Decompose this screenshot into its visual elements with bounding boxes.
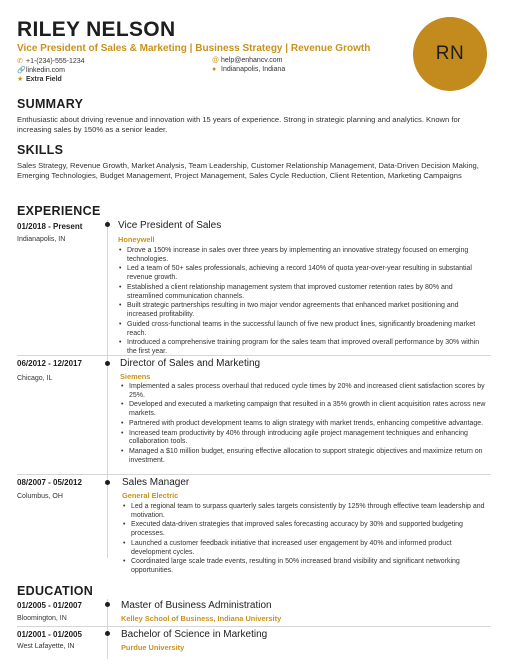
timeline-dot bbox=[105, 222, 110, 227]
job-bullet: • Drove a 150% increase in sales over three years by implementing an innovative strategy focused on emerging technologies. bbox=[118, 247, 486, 264]
email-text[interactable]: help@enhancv.com bbox=[221, 57, 283, 64]
star-icon: ★ bbox=[17, 76, 24, 83]
timeline-dot bbox=[105, 361, 110, 366]
initials-avatar: RN bbox=[413, 17, 487, 91]
job-bullet: • Led a regional team to surpass quarterly sales targets consistently by 125% through effective team leadership and motivation. bbox=[122, 503, 490, 520]
job-bullets bbox=[118, 247, 486, 358]
edu-location: West Lafayette, IN bbox=[17, 643, 75, 650]
education-timeline bbox=[107, 599, 108, 659]
job-company: General Electric bbox=[122, 491, 179, 500]
contact-location bbox=[212, 66, 285, 73]
job-bullet: • Partnered with product development teams to align strategy with market trends, enhancing competitive advantage. bbox=[120, 420, 488, 429]
contact-extra bbox=[17, 75, 62, 83]
job-bullet: • Developed and executed a marketing campaign that resulted in a 35% growth in client acquisition rates across new markets. bbox=[120, 401, 488, 418]
job-bullet: • Built strategic partnerships resulting in two major vendor agreements that enhanced market positioning and increased profitability. bbox=[118, 302, 486, 319]
linkedin-text[interactable]: linkedin.com bbox=[26, 66, 65, 74]
skills-title: SKILLS bbox=[17, 143, 64, 157]
job-role: Vice President of Sales bbox=[118, 220, 222, 231]
job-role: Director of Sales and Marketing bbox=[120, 358, 261, 369]
education-title: EDUCATION bbox=[17, 584, 94, 598]
edu-degree: Bachelor of Science in Marketing bbox=[121, 629, 268, 640]
job-divider bbox=[17, 355, 491, 356]
job-company: Siemens bbox=[120, 372, 151, 381]
job-bullets bbox=[122, 503, 490, 577]
edu-dates: 01/2001 - 01/2005 bbox=[17, 630, 82, 639]
job-dates: 01/2018 - Present bbox=[17, 222, 83, 231]
job-bullet: • Managed a $10 million budget, ensuring effective allocation to support strategic objectives and maximize return on investment. bbox=[120, 448, 488, 465]
at-icon: @ bbox=[212, 57, 220, 64]
phone-text: +1-(234)-555-1234 bbox=[26, 57, 85, 65]
headline: Vice President of Sales & Marketing | Business Strategy | Revenue Growth bbox=[17, 43, 371, 54]
job-bullet: • Coordinated large scale trade events, resulting in 50% increased brand visibility and significant networking opportunities. bbox=[122, 558, 490, 575]
job-bullet: • Led a team of 50+ sales professionals, achieving a record 140% of quota year-over-year resulting in substantial revenue growth. bbox=[118, 265, 486, 282]
job-bullet: • Established a client relationship management system that improved customer retention rates by 80% and streamlined communication channels. bbox=[118, 284, 486, 301]
timeline-dot bbox=[105, 480, 110, 485]
experience-title: EXPERIENCE bbox=[17, 204, 101, 218]
job-bullet: • Guided cross-functional teams in the successful launch of five new product lines, significantly broadening market reach. bbox=[118, 321, 486, 338]
experience-timeline bbox=[107, 220, 108, 558]
job-role: Sales Manager bbox=[122, 477, 190, 488]
job-location: Columbus, OH bbox=[17, 493, 63, 500]
timeline-dot bbox=[105, 631, 110, 636]
job-dates: 06/2012 - 12/2017 bbox=[17, 359, 82, 368]
job-company: Honeywell bbox=[118, 235, 155, 244]
timeline-dot bbox=[105, 602, 110, 607]
job-bullet: • Increased team productivity by 40% through introducing agile project management techniques and enhancing collaboration tools. bbox=[120, 430, 488, 447]
contact-linkedin[interactable] bbox=[17, 66, 65, 74]
link-icon: 🔗 bbox=[17, 67, 26, 74]
edu-school: Kelley School of Business, Indiana University bbox=[121, 614, 282, 623]
extra-text: Extra Field bbox=[26, 75, 62, 83]
contact-phone bbox=[17, 57, 85, 65]
edu-location: Bloomington, IN bbox=[17, 615, 67, 622]
edu-degree: Master of Business Administration bbox=[121, 600, 272, 611]
edu-divider bbox=[17, 626, 491, 627]
summary-text: Enthusiastic about driving revenue and innovation with 15 years of experience. Strong in strategic planning and analytics. Known for increasing sales by 150% as a senior leader. bbox=[17, 115, 461, 134]
contact-email[interactable] bbox=[212, 57, 282, 64]
location-pin-icon: ● bbox=[212, 66, 217, 73]
edu-school: Purdue University bbox=[121, 643, 185, 652]
job-dates: 08/2007 - 05/2012 bbox=[17, 478, 82, 487]
job-bullet: • Executed data-driven strategies that improved sales forecasting accuracy by 30% and supported budgeting processes. bbox=[122, 521, 490, 538]
phone-icon: ✆ bbox=[17, 58, 23, 65]
location-text: Indianapolis, Indiana bbox=[221, 66, 286, 73]
job-bullet: • Implemented a sales process overhaul that reduced cycle times by 20% and increased client satisfaction scores by 25%. bbox=[120, 383, 488, 400]
job-bullet: • Launched a customer feedback initiative that increased user engagement by 40% and informed product development cycles. bbox=[122, 540, 490, 557]
candidate-name: RILEY NELSON bbox=[17, 18, 176, 41]
job-divider bbox=[17, 474, 491, 475]
job-bullets bbox=[120, 383, 488, 467]
job-location: Chicago, IL bbox=[17, 375, 53, 382]
skills-text: Sales Strategy, Revenue Growth, Market Analysis, Team Leadership, Customer Relationship Management, Data-Driven Decision Making, Emerging Technologies, Budget Management, Project Management, Sales Cycle Reduction, Client Retention, Marketing Campaigns bbox=[17, 161, 479, 180]
job-location: Indianapolis, IN bbox=[17, 236, 66, 243]
summary-title: SUMMARY bbox=[17, 97, 84, 111]
job-bullet: • Introduced a comprehensive training program for the sales team that improved overall performance by 30% within the first year. bbox=[118, 339, 486, 356]
edu-dates: 01/2005 - 01/2007 bbox=[17, 601, 82, 610]
